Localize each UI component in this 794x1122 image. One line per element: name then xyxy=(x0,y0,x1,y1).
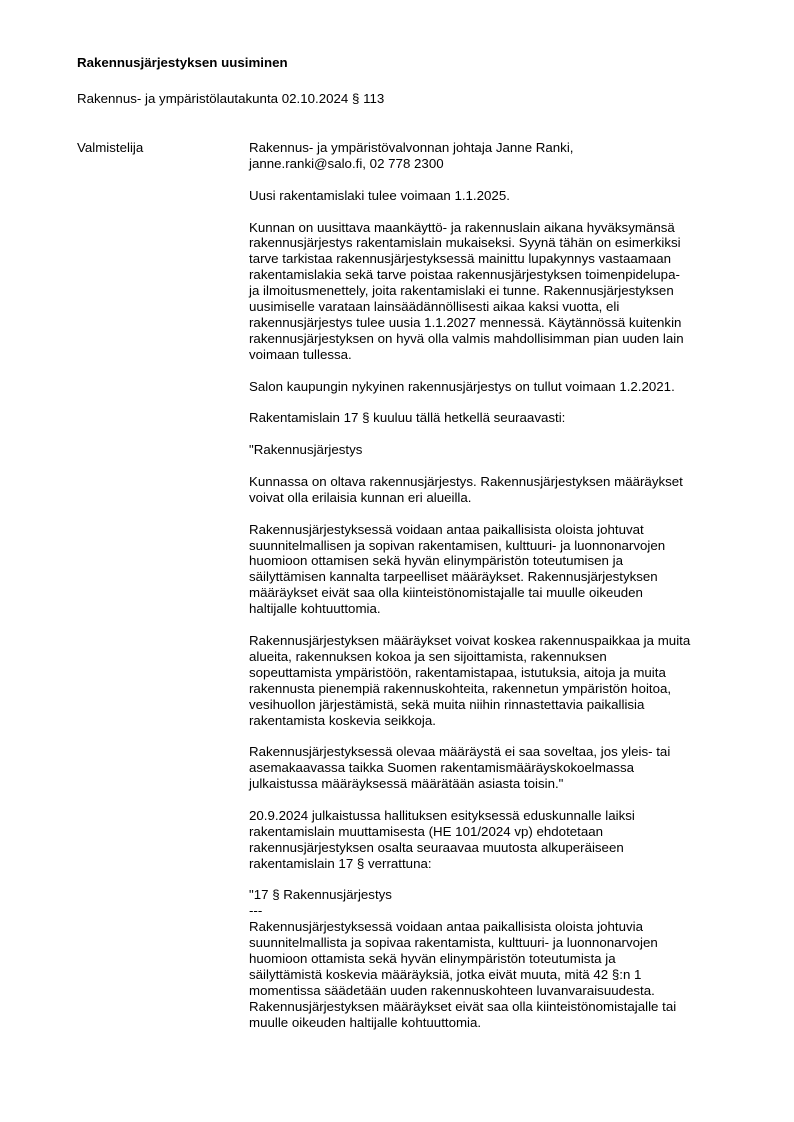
paragraph xyxy=(249,887,749,1030)
paragraph xyxy=(249,808,749,872)
text-line: vesihuollon järjestämistä, sekä muita niihin rinnastettavia paikallisia xyxy=(249,696,645,712)
text-line: haltijalle kohtuuttomia. xyxy=(249,601,381,617)
paragraph xyxy=(249,140,749,172)
text-line: Rakennusjärjestyksen määräykset eivät saa olla kiinteistönomistajalle tai xyxy=(249,998,677,1014)
preparer-label: Valmistelija xyxy=(77,140,144,155)
meeting-reference: Rakennus- ja ympäristölautakunta 02.10.2024 § 113 xyxy=(77,91,385,106)
text-line: alueita, rakennuksen kokoa ja sen sijoittamista, rakennuksen xyxy=(249,648,607,664)
text-line: rakentamislakia sekä tarve poistaa rakennusjärjestyksen toimenpidelupa- xyxy=(249,267,680,283)
text-line: määräykset eivät saa olla kiinteistönomistajalle tai muulle oikeuden xyxy=(249,585,643,601)
paragraph xyxy=(249,744,749,792)
text-line: Rakennusjärjestyksessä olevaa määräystä ei saa soveltaa, jos yleis- tai xyxy=(249,744,671,760)
text-line: sopeuttamista ympäristöön, rakentamistapaa, istutuksia, aitoja ja muita xyxy=(249,664,666,680)
text-line: Uusi rakentamislaki tulee voimaan 1.1.2025. xyxy=(249,187,510,203)
paragraph xyxy=(249,379,749,395)
document-title: Rakennusjärjestyksen uusiminen xyxy=(77,55,288,70)
text-line: suunnitelmallisen ja sopivan rakentamisen, kulttuuri- ja luonnonarvojen xyxy=(249,537,666,553)
text-line: 20.9.2024 julkaistussa hallituksen esityksessä eduskunnalle laiksi xyxy=(249,807,635,823)
text-line: säilyttämistä koskevia määräyksiä, jotka eivät muuta, mitä 42 §:n 1 xyxy=(249,966,642,982)
text-line: rakennusjärjestyksen osalta seuraavaa muutosta alkuperäiseen xyxy=(249,839,624,855)
text-line: voivat olla erilaisia kunnan eri alueilla. xyxy=(249,489,472,505)
text-line: muulle oikeuden haltijalle kohtuuttomia. xyxy=(249,1014,482,1030)
text-line: uusimiselle varataan lainsäädännöllisesti aikaa kaksi vuotta, eli xyxy=(249,299,620,315)
paragraph xyxy=(249,188,749,204)
paragraph xyxy=(249,474,749,506)
document-body xyxy=(249,140,749,1046)
paragraph xyxy=(249,522,749,617)
text-line: "Rakennusjärjestys xyxy=(249,442,363,458)
text-line: rakentamista koskevia seikkoja. xyxy=(249,712,436,728)
paragraph xyxy=(249,442,749,458)
text-line: Rakennus- ja ympäristövalvonnan johtaja Janne Ranki, xyxy=(249,140,574,155)
text-line: "17 § Rakennusjärjestys xyxy=(249,887,392,903)
text-line: Kunnan on uusittava maankäyttö- ja rakennuslain aikana hyväksymänsä xyxy=(249,219,675,235)
text-line: tarve tarkistaa rakennusjärjestyksessä mainittu lupakynnys vastaamaan xyxy=(249,251,672,267)
text-line: rakennusta pienempiä rakennuskohteita, rakennetun ympäristön hoitoa, xyxy=(249,680,672,696)
paragraph xyxy=(249,633,749,728)
text-line: huomioon ottamista sekä hyvän elinympäristön toteutumista ja xyxy=(249,951,616,967)
text-line: rakentamislain 17 § verrattuna: xyxy=(249,855,432,871)
text-line: Rakentamislain 17 § kuuluu tällä hetkellä seuraavasti: xyxy=(249,410,566,426)
text-line: Rakennusjärjestyksen määräykset voivat koskea rakennuspaikkaa ja muita xyxy=(249,632,691,648)
text-line: janne.ranki@salo.fi, 02 778 2300 xyxy=(249,155,444,171)
text-line: voimaan tullessa. xyxy=(249,346,352,362)
text-line: huomioon ottamisen sekä hyvän elinympäristön toteutumisen ja xyxy=(249,553,623,569)
text-line: Rakennusjärjestyksessä voidaan antaa paikallisista oloista johtuvia xyxy=(249,919,643,935)
paragraph xyxy=(249,410,749,426)
text-line: Salon kaupungin nykyinen rakennusjärjestys on tullut voimaan 1.2.2021. xyxy=(249,378,675,394)
text-line: Kunnassa on oltava rakennusjärjestys. Rakennusjärjestyksen määräykset xyxy=(249,473,683,489)
paragraph xyxy=(249,220,749,363)
text-line: momentissa säädetään uuden rakennuskohteen luvanvaraisuudesta. xyxy=(249,982,655,998)
text-line: rakennusjärjestys tulee uusia 1.1.2027 mennessä. Käytännössä kuitenkin xyxy=(249,314,682,330)
text-line: rakentamislain muuttamisesta (HE 101/2024 vp) ehdotetaan xyxy=(249,823,604,839)
text-line: julkaistussa määräyksessä määrätään asiasta toisin." xyxy=(249,776,564,792)
text-line: --- xyxy=(249,903,263,919)
text-line: ja ilmoitusmenettely, joita rakentamislaki ei tunne. Rakennusjärjestyksen xyxy=(249,283,674,299)
text-line: säilyttämisen kannalta tarpeelliset määräykset. Rakennusjärjestyksen xyxy=(249,569,658,585)
text-line: rakennusjärjestyksen on hyvä olla valmis mahdollisimman pian uuden lain xyxy=(249,330,684,346)
text-line: Rakennusjärjestyksessä voidaan antaa paikallisista oloista johtuvat xyxy=(249,521,644,537)
text-line: asemakaavassa taikka Suomen rakentamismääräyskokoelmassa xyxy=(249,760,635,776)
text-line: rakennusjärjestys rakentamislain mukaiseksi. Syynä tähän on esimerkiksi xyxy=(249,235,681,251)
text-line: suunnitelmallista ja sopivaa rakentamista, kulttuuri- ja luonnonarvojen xyxy=(249,935,658,951)
